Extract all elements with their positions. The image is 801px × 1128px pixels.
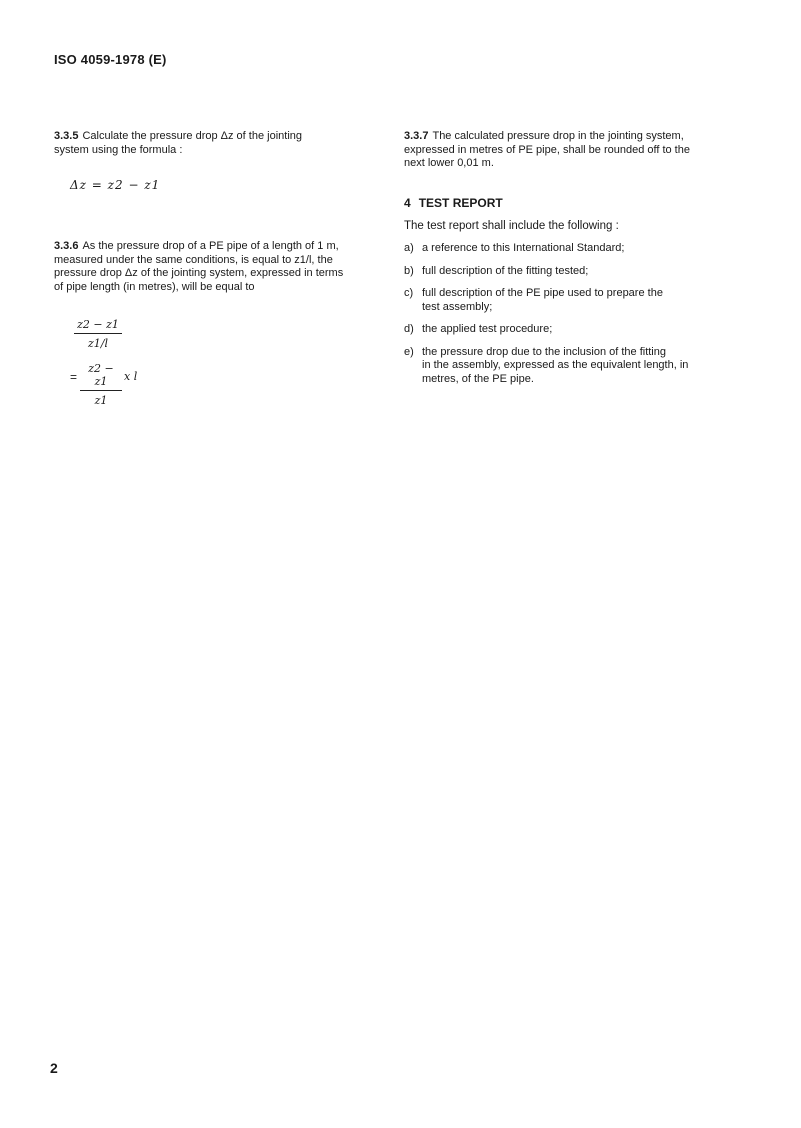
- equals-sign: =: [70, 370, 78, 384]
- clause-text-line: Calculate the pressure drop Δz of the jointing: [82, 130, 302, 142]
- list-text: [422, 242, 726, 256]
- left-column: [54, 130, 376, 157]
- fraction-pressure-ratio: [74, 318, 122, 350]
- list-marker: b): [404, 264, 414, 277]
- clause-3-3-7: [404, 130, 726, 171]
- clause-text-line: expressed in metres of PE pipe, shall be rounded off to the: [404, 143, 690, 156]
- section-heading: [404, 196, 726, 210]
- list-text: [422, 265, 726, 279]
- clause-text-line: As the pressure drop of a PE pipe of a length of 1 m,: [82, 240, 339, 252]
- list-marker: a): [404, 242, 414, 254]
- list-text-line: metres, of the PE pipe.: [422, 372, 534, 385]
- list-item: [404, 323, 726, 337]
- report-intro: The test report shall include the following :: [404, 219, 619, 232]
- right-column: [404, 130, 726, 386]
- list-text-line: the pressure drop due to the inclusion of the fitting: [422, 345, 666, 358]
- fraction-denominator: z1/l: [74, 333, 122, 350]
- fraction-numerator: z2 − z1: [88, 362, 114, 388]
- list-marker: c): [404, 287, 414, 299]
- fraction-denominator: z1: [80, 390, 122, 407]
- list-text-line: full description of the fitting tested;: [422, 264, 589, 277]
- list-item: [404, 242, 726, 256]
- fraction-equivalent-length: [80, 362, 122, 407]
- list-item: [404, 287, 726, 314]
- section-title: TEST REPORT: [418, 195, 503, 210]
- list-text-line: full description of the PE pipe used to prepare the: [422, 287, 663, 299]
- list-text-line: in the assembly, expressed as the equivalent length, in: [422, 359, 689, 371]
- clause-number: 3.3.6: [54, 240, 79, 252]
- list-text-line: the applied test procedure;: [422, 323, 553, 335]
- fraction-numerator: z2 − z1: [77, 318, 119, 331]
- multiplier: x l: [124, 370, 138, 383]
- document-header: ISO 4059-1978 (E): [54, 52, 167, 67]
- page-number: 2: [50, 1060, 58, 1076]
- formula-delta-z: Δz = z2 − z1: [70, 178, 161, 192]
- clause-text-line: system using the formula :: [54, 143, 183, 156]
- list-item: [404, 265, 726, 279]
- list-text-line: a reference to this International Standard;: [422, 242, 625, 254]
- list-text-line: test assembly;: [422, 300, 493, 313]
- list-item: [404, 346, 726, 387]
- list-marker: d): [404, 323, 414, 335]
- clause-3-3-5: [54, 130, 376, 157]
- list-text: [422, 323, 726, 337]
- clause-number: 3.3.5: [54, 130, 79, 142]
- clause-text-line: The calculated pressure drop in the jointing system,: [432, 130, 684, 142]
- left-column-lower: [54, 240, 376, 294]
- clause-text-line: pressure drop Δz of the jointing system, expressed in terms: [54, 267, 344, 279]
- list-text: [422, 346, 726, 387]
- clause-text-line: of pipe length (in metres), will be equal to: [54, 280, 255, 293]
- clause-3-3-6: [54, 240, 376, 294]
- list-text: [422, 287, 726, 314]
- clause-text-line: next lower 0,01 m.: [404, 157, 494, 169]
- list-marker: e): [404, 345, 414, 358]
- section-number: 4: [404, 195, 411, 210]
- clause-number: 3.3.7: [404, 130, 429, 142]
- clause-text-line: measured under the same conditions, is equal to z1/l, the: [54, 253, 333, 266]
